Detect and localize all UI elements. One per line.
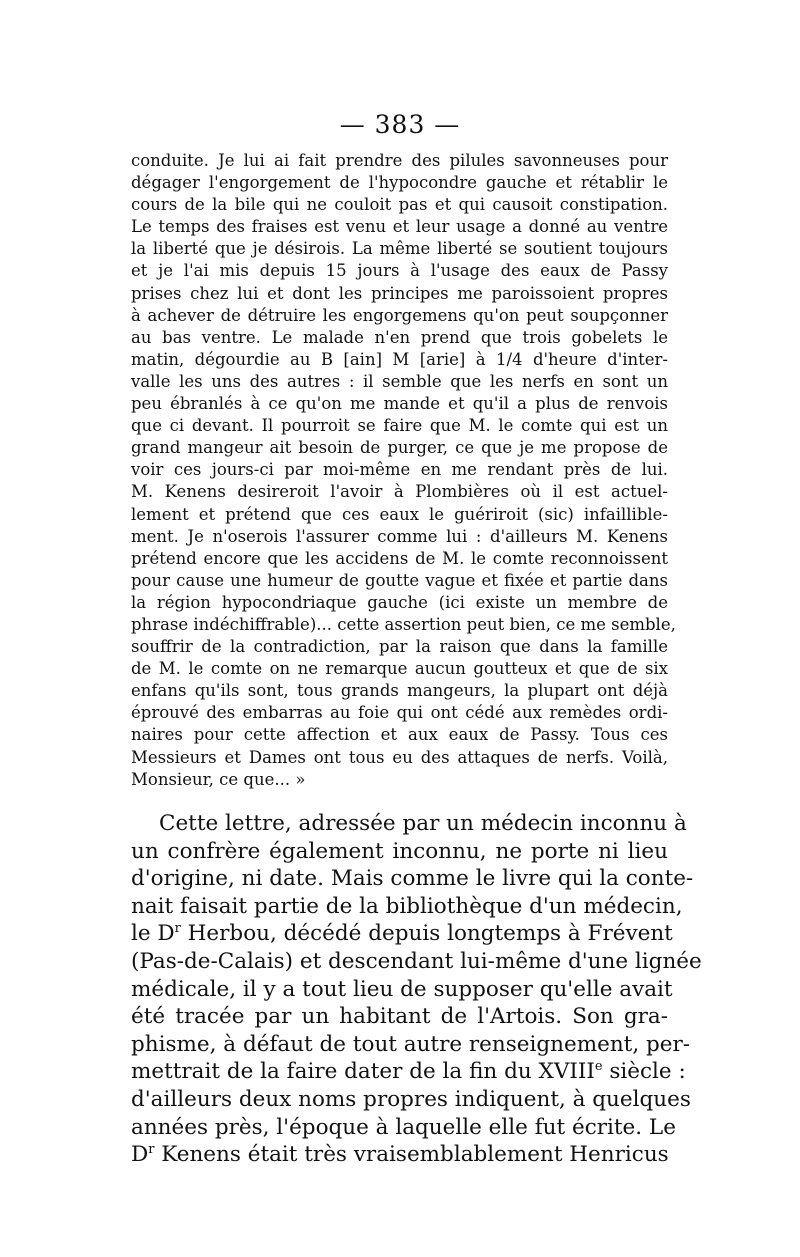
body-line: été tracée par un habitant de l'Artois. Son gra- [131, 1004, 668, 1030]
quote-line: au bas ventre. Le malade n'en prend que trois gobelets le [131, 327, 668, 347]
superscript: r [174, 921, 181, 937]
quoted-letter [131, 150, 676, 791]
quote-line: enfans qu'ils sont, tous grands mangeurs, la plupart ont déjà [131, 681, 668, 701]
quote-line: souffrir de la contradiction, par la raison que dans la famille [131, 637, 668, 657]
quote-line: dégager l'engorgement de l'hypocondre gauche et rétablir le [131, 173, 668, 193]
quote-line: cours de la bile qui ne couloit pas et qui causoit constipation. [131, 195, 668, 215]
body-line-text: Herbou, décédé depuis longtemps à Frévent [180, 921, 673, 947]
quote-line: à achever de détruire les engorgemens qu'on peut soupçonner [131, 305, 668, 325]
quote-line: éprouvé des embarras au foie qui ont cédé aux remèdes ordi- [131, 703, 668, 723]
superscript: e [594, 1059, 603, 1075]
body-line-text: Kenens était très vraisemblablement Henricus [154, 1142, 669, 1168]
quote-line: prétend encore que les accidens de M. le comte reconnoissent [131, 548, 668, 568]
quote-line: Monsieur, ce que... » [131, 769, 306, 789]
quote-line: la région hypocondriaque gauche (ici existe un membre de [131, 592, 668, 612]
quote-line: la liberté que je désirois. La même liberté se soutient toujours [131, 239, 668, 259]
body-line-text: D [131, 1142, 149, 1168]
quote-line: Messieurs et Dames ont tous eu des attaques de nerfs. Voilà, [131, 747, 668, 767]
quote-line: voir ces jours-ci par moi-même en me rendant près de lui. [131, 460, 668, 480]
body-line-text: siècle : [602, 1059, 686, 1085]
quote-line: que ci devant. Il pourroit se faire que M. le comte qui est un [131, 416, 668, 436]
body-paragraph [131, 810, 702, 1169]
quote-line: peu ébranlés à ce qu'on me mande et qu'il a plus de renvois [131, 394, 668, 414]
body-line [131, 1141, 668, 1169]
quote-line: M. Kenens desireroit l'avoir à Plombières où il est actuel- [131, 482, 668, 502]
body-line: nait faisait partie de la bibliothèque d'un médecin, [131, 893, 683, 919]
quote-line: naires pour cette affection et aux eaux de Passy. Tous ces [131, 725, 668, 745]
body-line [131, 1058, 686, 1086]
quote-line: ment. Je n'oserois l'assurer comme lui : d'ailleurs M. Kenens [131, 526, 668, 546]
body-line: Cette lettre, adressée par un médecin inconnu à [159, 811, 687, 836]
body-line-text: le D [131, 921, 175, 947]
page-number: — 383 — [339, 110, 461, 139]
quote-line: valle les uns des autres : il semble que les nerfs en sont un [131, 371, 668, 391]
quote-line: et je l'ai mis depuis 15 jours à l'usage des eaux de Passy [131, 261, 668, 281]
quote-line: conduite. Je lui ai fait prendre des pilules savonneuses pour [131, 151, 668, 170]
body-line [131, 920, 673, 948]
body-line: années près, l'époque à laquelle elle fut écrite. Le [131, 1114, 676, 1140]
body-line: (Pas-de-Calais) et descendant lui-même d'une lignée [131, 948, 702, 974]
body-line: d'ailleurs deux noms propres indiquent, à quelques [131, 1086, 691, 1112]
quote-line: lement et prétend que ces eaux le guériroit (sic) infaillible- [131, 504, 668, 524]
body-line: un confrère également inconnu, ne porte ni lieu [131, 838, 668, 864]
body-line: d'origine, ni date. Mais comme le livre qui la conte- [131, 866, 694, 892]
quote-line: matin, dégourdie au B [ain] M [arie] à 1/4 d'heure d'inter- [131, 349, 668, 369]
quote-line: phrase indéchiffrable)... cette assertion peut bien, ce me semble, [131, 614, 676, 634]
quote-line: grand mangeur ait besoin de purger, ce que je me propose de [131, 438, 668, 458]
body-line: médicale, il y a tout lieu de supposer qu'elle avait [131, 976, 673, 1002]
body-line: phisme, à défaut de tout autre renseignement, per- [131, 1031, 691, 1057]
quote-line: de M. le comte on ne remarque aucun goutteux et que de six [131, 659, 668, 679]
quote-line: pour cause une humeur de goutte vague et fixée et partie dans [131, 570, 668, 590]
superscript: r [148, 1141, 155, 1157]
quote-line: prises chez lui et dont les principes me paroissoient propres [131, 283, 668, 303]
quote-line: Le temps des fraises est venu et leur usage a donné au ventre [131, 217, 668, 237]
body-line-text: mettrait de la faire dater de la fin du XVIII [131, 1059, 595, 1085]
